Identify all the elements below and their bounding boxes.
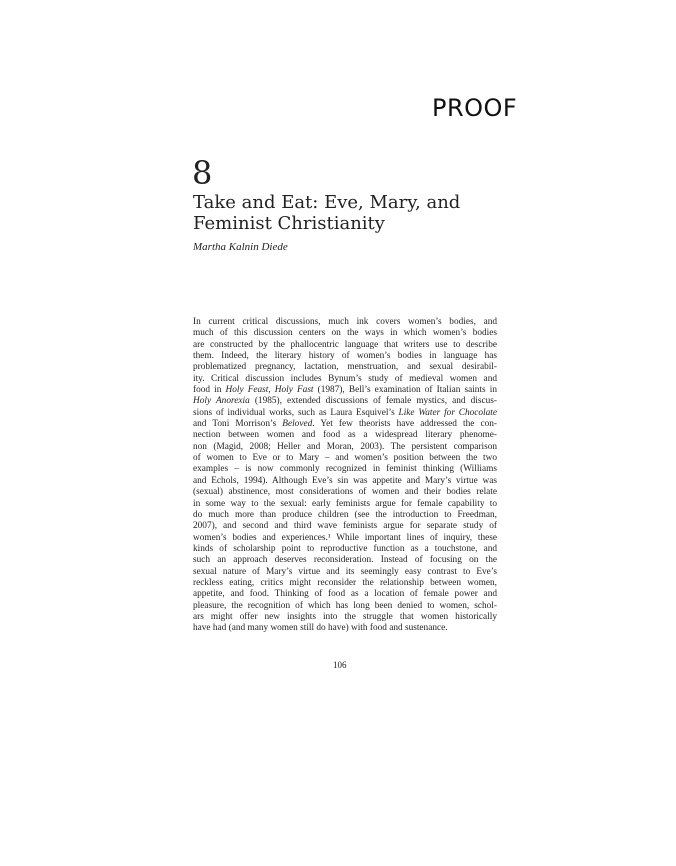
body-line: pleasure, the recognition of which has long been denied to women, schol- <box>193 600 497 611</box>
chapter-title-line: Feminist Christianity <box>193 213 385 234</box>
body-line: ars might offer new insights into the struggle that women historically <box>193 611 497 622</box>
body-line: in some way to the sexual: early feminists argue for female capability to <box>193 498 497 509</box>
body-line: ity. Critical discussion includes Bynum’s study of medieval women and <box>193 373 497 384</box>
proof-stamp: PROOF <box>432 94 518 122</box>
body-line: Holy Anorexia (1985), extended discussions of female mystics, and discus- <box>193 396 497 407</box>
page-number: 106 <box>333 660 347 670</box>
body-line: sions of individual works, such as Laura Esquivel’s Like Water for Chocolate <box>193 407 497 418</box>
body-line: non (Magid, 2008; Heller and Moran, 2003). The persistent comparison <box>193 441 497 452</box>
chapter-number: 8 <box>192 154 213 192</box>
body-line: such an approach deserves reconsideration. Instead of focusing on the <box>193 555 497 566</box>
chapter-title <box>193 192 513 234</box>
body-line: sexual nature of Mary’s virtue and its seemingly easy contrast to Eve’s <box>193 566 497 577</box>
body-line: In current critical discussions, much ink covers women’s bodies, and <box>193 317 497 327</box>
body-line: them. Indeed, the literary history of women’s bodies in language has <box>193 351 497 362</box>
body-line: much of this discussion centers on the ways in which women’s bodies <box>193 328 497 339</box>
body-line: are constructed by the phallocentric language that writers use to describe <box>193 339 497 350</box>
body-paragraph <box>193 317 497 635</box>
body-line: reckless eating, critics might reconsider the relationship between women, <box>193 577 497 588</box>
body-line: problematized pregnancy, lactation, menstruation, and sexual desirabil- <box>193 362 497 373</box>
body-line: food in Holy Feast, Holy Fast (1987), Bell’s examination of Italian saints in <box>193 385 497 396</box>
body-line: appetite, and food. Thinking of food as a location of female power and <box>193 589 497 600</box>
body-line: and Echols, 1994). Although Eve’s sin was appetite and Mary’s virtue was <box>193 475 497 486</box>
body-line: women’s bodies and experiences.¹ While important lines of inquiry, these <box>193 532 497 543</box>
body-line: do much more than produce children (see the introduction to Freedman, <box>193 509 497 520</box>
chapter-title-line: Take and Eat: Eve, Mary, and <box>193 192 461 213</box>
body-line: examples – is now commonly recognized in feminist thinking (Williams <box>193 464 497 475</box>
body-line: of women to Eve or to Mary – and women’s position between the two <box>193 453 497 464</box>
body-line: and Toni Morrison’s Beloved. Yet few theorists have addressed the con- <box>193 419 497 430</box>
body-line: 2007), and second and third wave feminists argue for separate study of <box>193 521 497 532</box>
body-line: nection between women and food as a widespread literary phenome- <box>193 430 497 441</box>
body-line: have had (and many women still do have) with food and sustenance. <box>193 623 448 634</box>
body-line: kinds of scholarship point to reproductive function as a touchstone, and <box>193 543 497 554</box>
body-line: (sexual) abstinence, most considerations of women and their bodies relate <box>193 487 497 498</box>
author-name: Martha Kalnin Diede <box>193 241 288 253</box>
